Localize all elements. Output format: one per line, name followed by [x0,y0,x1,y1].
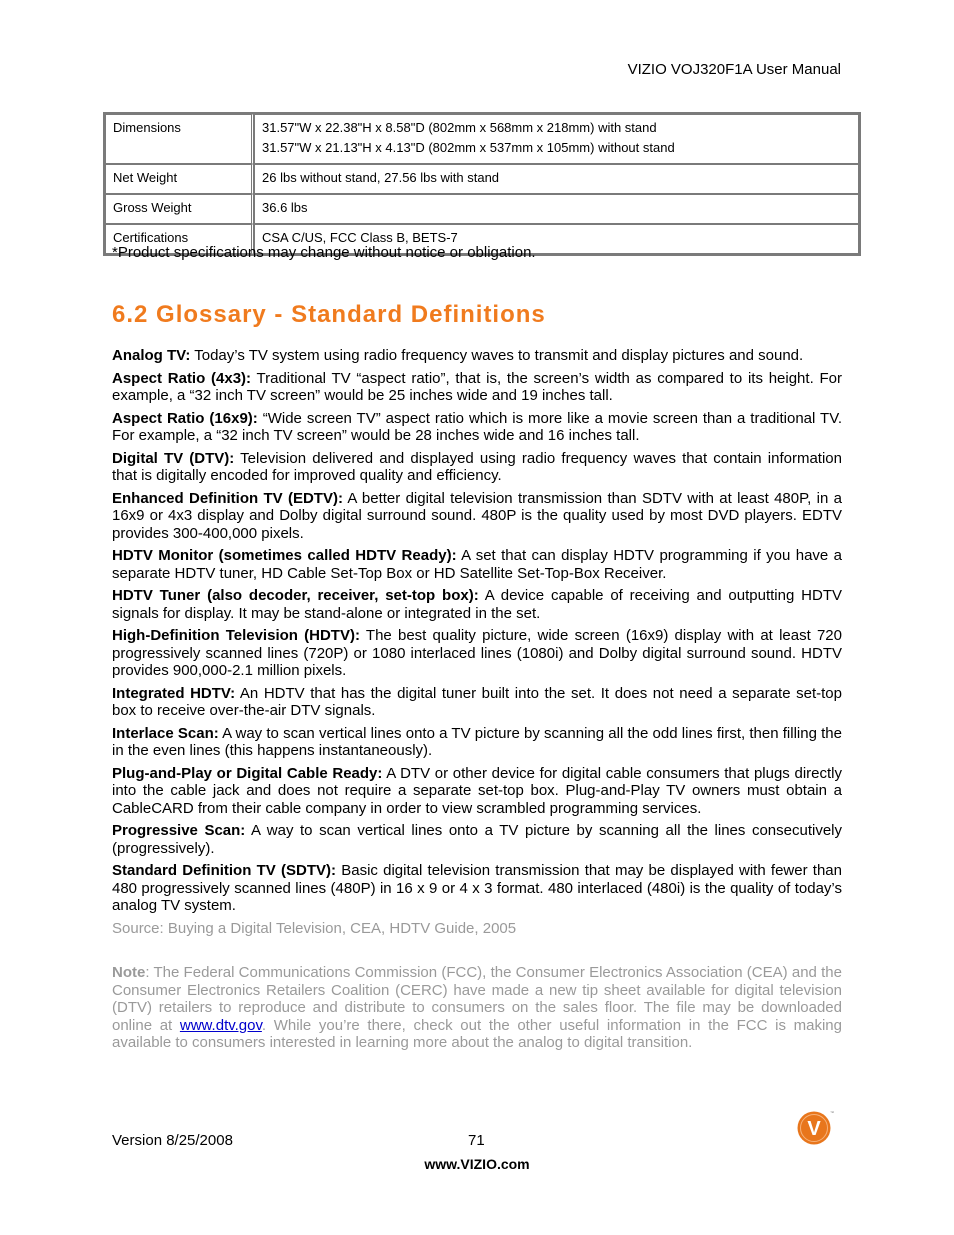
spec-label: Dimensions [105,114,254,164]
glossary-definition: A better digital television transmission than SDTV with at least 480P, in a 16x9 or 4x3 display and Dolby digital surround sound. 480P is the quality used by most DVD players. EDTV provides 300-400,000 pixels. [112,489,842,542]
glossary-term: Aspect Ratio (16x9): [112,409,258,427]
glossary-term: Aspect Ratio (4x3): [112,369,252,387]
vizio-logo-icon [797,1109,833,1145]
spec-footnote: *Product specifications may change without notice or obligation. [112,244,536,261]
spec-value [254,164,859,194]
spec-value-line: 31.57"W x 21.13"H x 4.13"D (802mm x 537mm x 105mm) without stand [262,140,675,155]
note-text: : The Federal Communications Commission (FCC), the Consumer Electronics Association (CEA) and the Consumer Electronics Retailers Coalition (CERC) have made a new tip sheet available for digital television (DTV) retailers to reproduce and distribute to consumers on the sales floor. The file may be downloaded online at [112,964,842,1034]
section-heading: 6.2 Glossary - Standard Definitions [112,301,546,328]
glossary-term: HDTV Monitor (sometimes called HDTV Ready): [112,547,457,564]
glossary-definition: Traditional TV “aspect ratio”, that is, the screen’s width as compared to its height. For example, a “32 inch TV screen” would be 25 inches wide and 19 inches tall. [112,369,842,404]
glossary-term: HDTV Tuner (also decoder, receiver, set-top box): [112,587,479,604]
glossary-entry [112,765,842,818]
footer-version: Version 8/25/2008 [112,1132,233,1149]
glossary-term: Analog TV: [112,347,191,364]
table-row [105,114,859,164]
note-paragraph [112,964,842,1052]
glossary-entry [112,410,842,445]
glossary-definition: A set that can display HDTV programming if you have a separate HDTV tuner, HD Cable Set-Top Box or HD Satellite Set-Top-Box Receiver. [112,547,842,582]
glossary-entry [112,547,842,582]
glossary-entry [112,450,842,485]
specs-table [103,112,861,256]
glossary-definition: A way to scan vertical lines onto a TV picture by scanning all the lines consecutively (progressively). [112,822,842,857]
glossary-entry [112,725,842,760]
glossary-definition: Today’s TV system using radio frequency waves to transmit and display pictures and sound. [190,347,804,364]
glossary-entry [112,490,842,543]
spec-value-line: 31.57"W x 22.38"H x 8.58"D (802mm x 568mm x 218mm) with stand [262,120,657,135]
glossary-entry [112,370,842,405]
glossary-entry [112,685,842,720]
glossary-term: Enhanced Definition TV (EDTV): [112,489,343,507]
glossary-definition: Basic digital television transmission that may be displayed with fewer than 480 progressively scanned lines (480P) in 16 x 9 or 4 x 3 format. 480 interlaced (480i) is the quality of today’s analog TV system. [112,862,842,914]
glossary-definition: An HDTV that has the digital tuner built into the set. It does not need a separate set-top box to receive over-the-air DTV signals. [112,684,842,719]
spec-label: Certifications [105,224,254,254]
glossary-term: Standard Definition TV (SDTV): [112,862,336,879]
page-number: 71 [468,1132,485,1149]
glossary-entry [112,347,842,365]
glossary-definition: A way to scan vertical lines onto a TV picture by scanning all the odd lines first, then filling the in the even lines (this happens instantaneously). [112,724,842,759]
spec-value [254,114,859,164]
spec-label: Gross Weight [105,194,254,224]
glossary-term: Plug-and-Play or Digital Cable Ready: [112,764,383,782]
source-citation: Source: Buying a Digital Television, CEA, HDTV Guide, 2005 [112,919,517,937]
logo-trademark: ™ [830,1110,834,1115]
glossary-definition: “Wide screen TV” aspect ratio which is more like a movie screen than a traditional TV. For example, a “32 inch TV screen” would be 28 inches wide and 16 inches tall. [112,409,842,444]
glossary-definition: The best quality picture, wide screen (16x9) display with at least 720 progressively scanned lines (720P) or 1080 interlaced lines (1080i) and Dolby digital surround sound. HDTV provides 900,000-2.1 million pixels. [112,627,842,679]
table-row [105,164,859,194]
note-text: . While you’re there, check out the other useful information in the FCC is making available to consumers interested in learning more about the analog to digital transition. [112,1016,842,1051]
manual-title: VIZIO VOJ320F1A User Manual [627,61,841,78]
spec-value [254,194,859,224]
glossary-term: High-Definition Television (HDTV): [112,627,360,644]
glossary-entry [112,822,842,857]
glossary-entry [112,862,842,915]
spec-value-line: 36.6 lbs [262,200,308,215]
glossary-list [112,347,842,1052]
glossary-definition: A device capable of receiving and outputting HDTV signals for display. It may be stand-alone or integrated in the set. [112,587,842,622]
dtv-gov-link[interactable]: www.dtv.gov [179,1016,262,1034]
footer-url: www.VIZIO.com [424,1156,530,1172]
glossary-entry [112,587,842,622]
glossary-definition: Television delivered and displayed using radio frequency waves that contain information that is digitally encoded for improved quality and efficiency. [112,449,842,484]
glossary-definition: A DTV or other device for digital cable consumers that plugs directly into the cable jack and does not require a separate set-top box. Plug-and-Play TV owners must obtain a CableCARD from their cable company in order to view scrambled programming services. [112,764,842,817]
table-row [105,194,859,224]
glossary-term: Digital TV (DTV): [112,449,235,467]
glossary-term: Progressive Scan: [112,822,246,839]
glossary-entry [112,627,842,680]
note-label: Note [112,964,146,981]
spec-value-line: CSA C/US, FCC Class B, BETS-7 [262,230,458,245]
spec-label: Net Weight [105,164,254,194]
glossary-term: Integrated HDTV: [112,684,236,702]
logo-letter: V [807,1118,821,1140]
glossary-term: Interlace Scan: [112,724,219,742]
spec-value-line: 26 lbs without stand, 27.56 lbs with stand [262,170,500,185]
